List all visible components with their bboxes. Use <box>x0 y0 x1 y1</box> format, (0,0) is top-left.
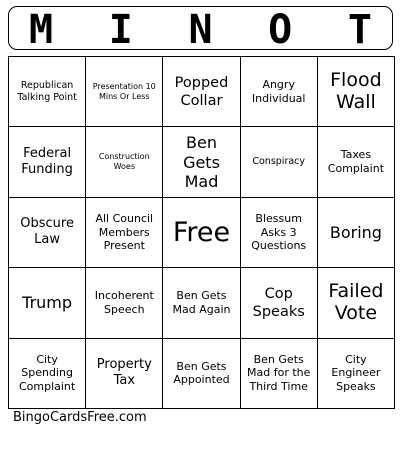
bingo-cell[interactable]: Construction Woes <box>86 127 163 197</box>
free-space[interactable]: Free <box>163 198 240 268</box>
bingo-cell[interactable]: Federal Funding <box>9 127 86 197</box>
bingo-cell[interactable]: Cop Speaks <box>241 268 318 338</box>
bingo-cell[interactable]: Ben Gets Mad <box>163 127 240 197</box>
bingo-cell[interactable]: Boring <box>318 198 395 268</box>
bingo-cell[interactable]: Ben Gets Mad Again <box>163 268 240 338</box>
bingo-cell[interactable]: City Spending Complaint <box>9 339 86 409</box>
bingo-cell[interactable]: City Engineer Speaks <box>318 339 395 409</box>
title-letter-i: I <box>108 6 133 53</box>
bingo-cell[interactable]: Taxes Complaint <box>318 127 395 197</box>
bingo-cell[interactable]: Trump <box>9 268 86 338</box>
bingo-cell[interactable]: Presentation 10 Mins Or Less <box>86 57 163 127</box>
bingo-cell[interactable]: Failed Vote <box>318 268 395 338</box>
bingo-cell[interactable]: Popped Collar <box>163 57 240 127</box>
bingo-cell[interactable]: Blessum Asks 3 Questions <box>241 198 318 268</box>
bingo-cell[interactable]: Republican Talking Point <box>9 57 86 127</box>
title-letter-m: M <box>29 6 54 53</box>
bingo-cell[interactable]: Incoherent Speech <box>86 268 163 338</box>
title-letter-o: O <box>268 6 293 53</box>
bingo-cell[interactable]: Ben Gets Appointed <box>163 339 240 409</box>
title-letter-n: N <box>188 6 213 53</box>
card-title <box>8 6 393 53</box>
bingo-cell[interactable]: Property Tax <box>86 339 163 409</box>
title-letter-t: T <box>347 6 372 53</box>
footer-site-label: BingoCardsFree.com <box>13 410 147 425</box>
bingo-cell[interactable]: Ben Gets Mad for the Third Time <box>241 339 318 409</box>
bingo-cell[interactable]: Conspiracy <box>241 127 318 197</box>
bingo-cell[interactable]: Flood Wall <box>318 57 395 127</box>
bingo-grid <box>8 56 395 409</box>
bingo-cell[interactable]: All Council Members Present <box>86 198 163 268</box>
bingo-cell[interactable]: Angry Individual <box>241 57 318 127</box>
bingo-cell[interactable]: Obscure Law <box>9 198 86 268</box>
